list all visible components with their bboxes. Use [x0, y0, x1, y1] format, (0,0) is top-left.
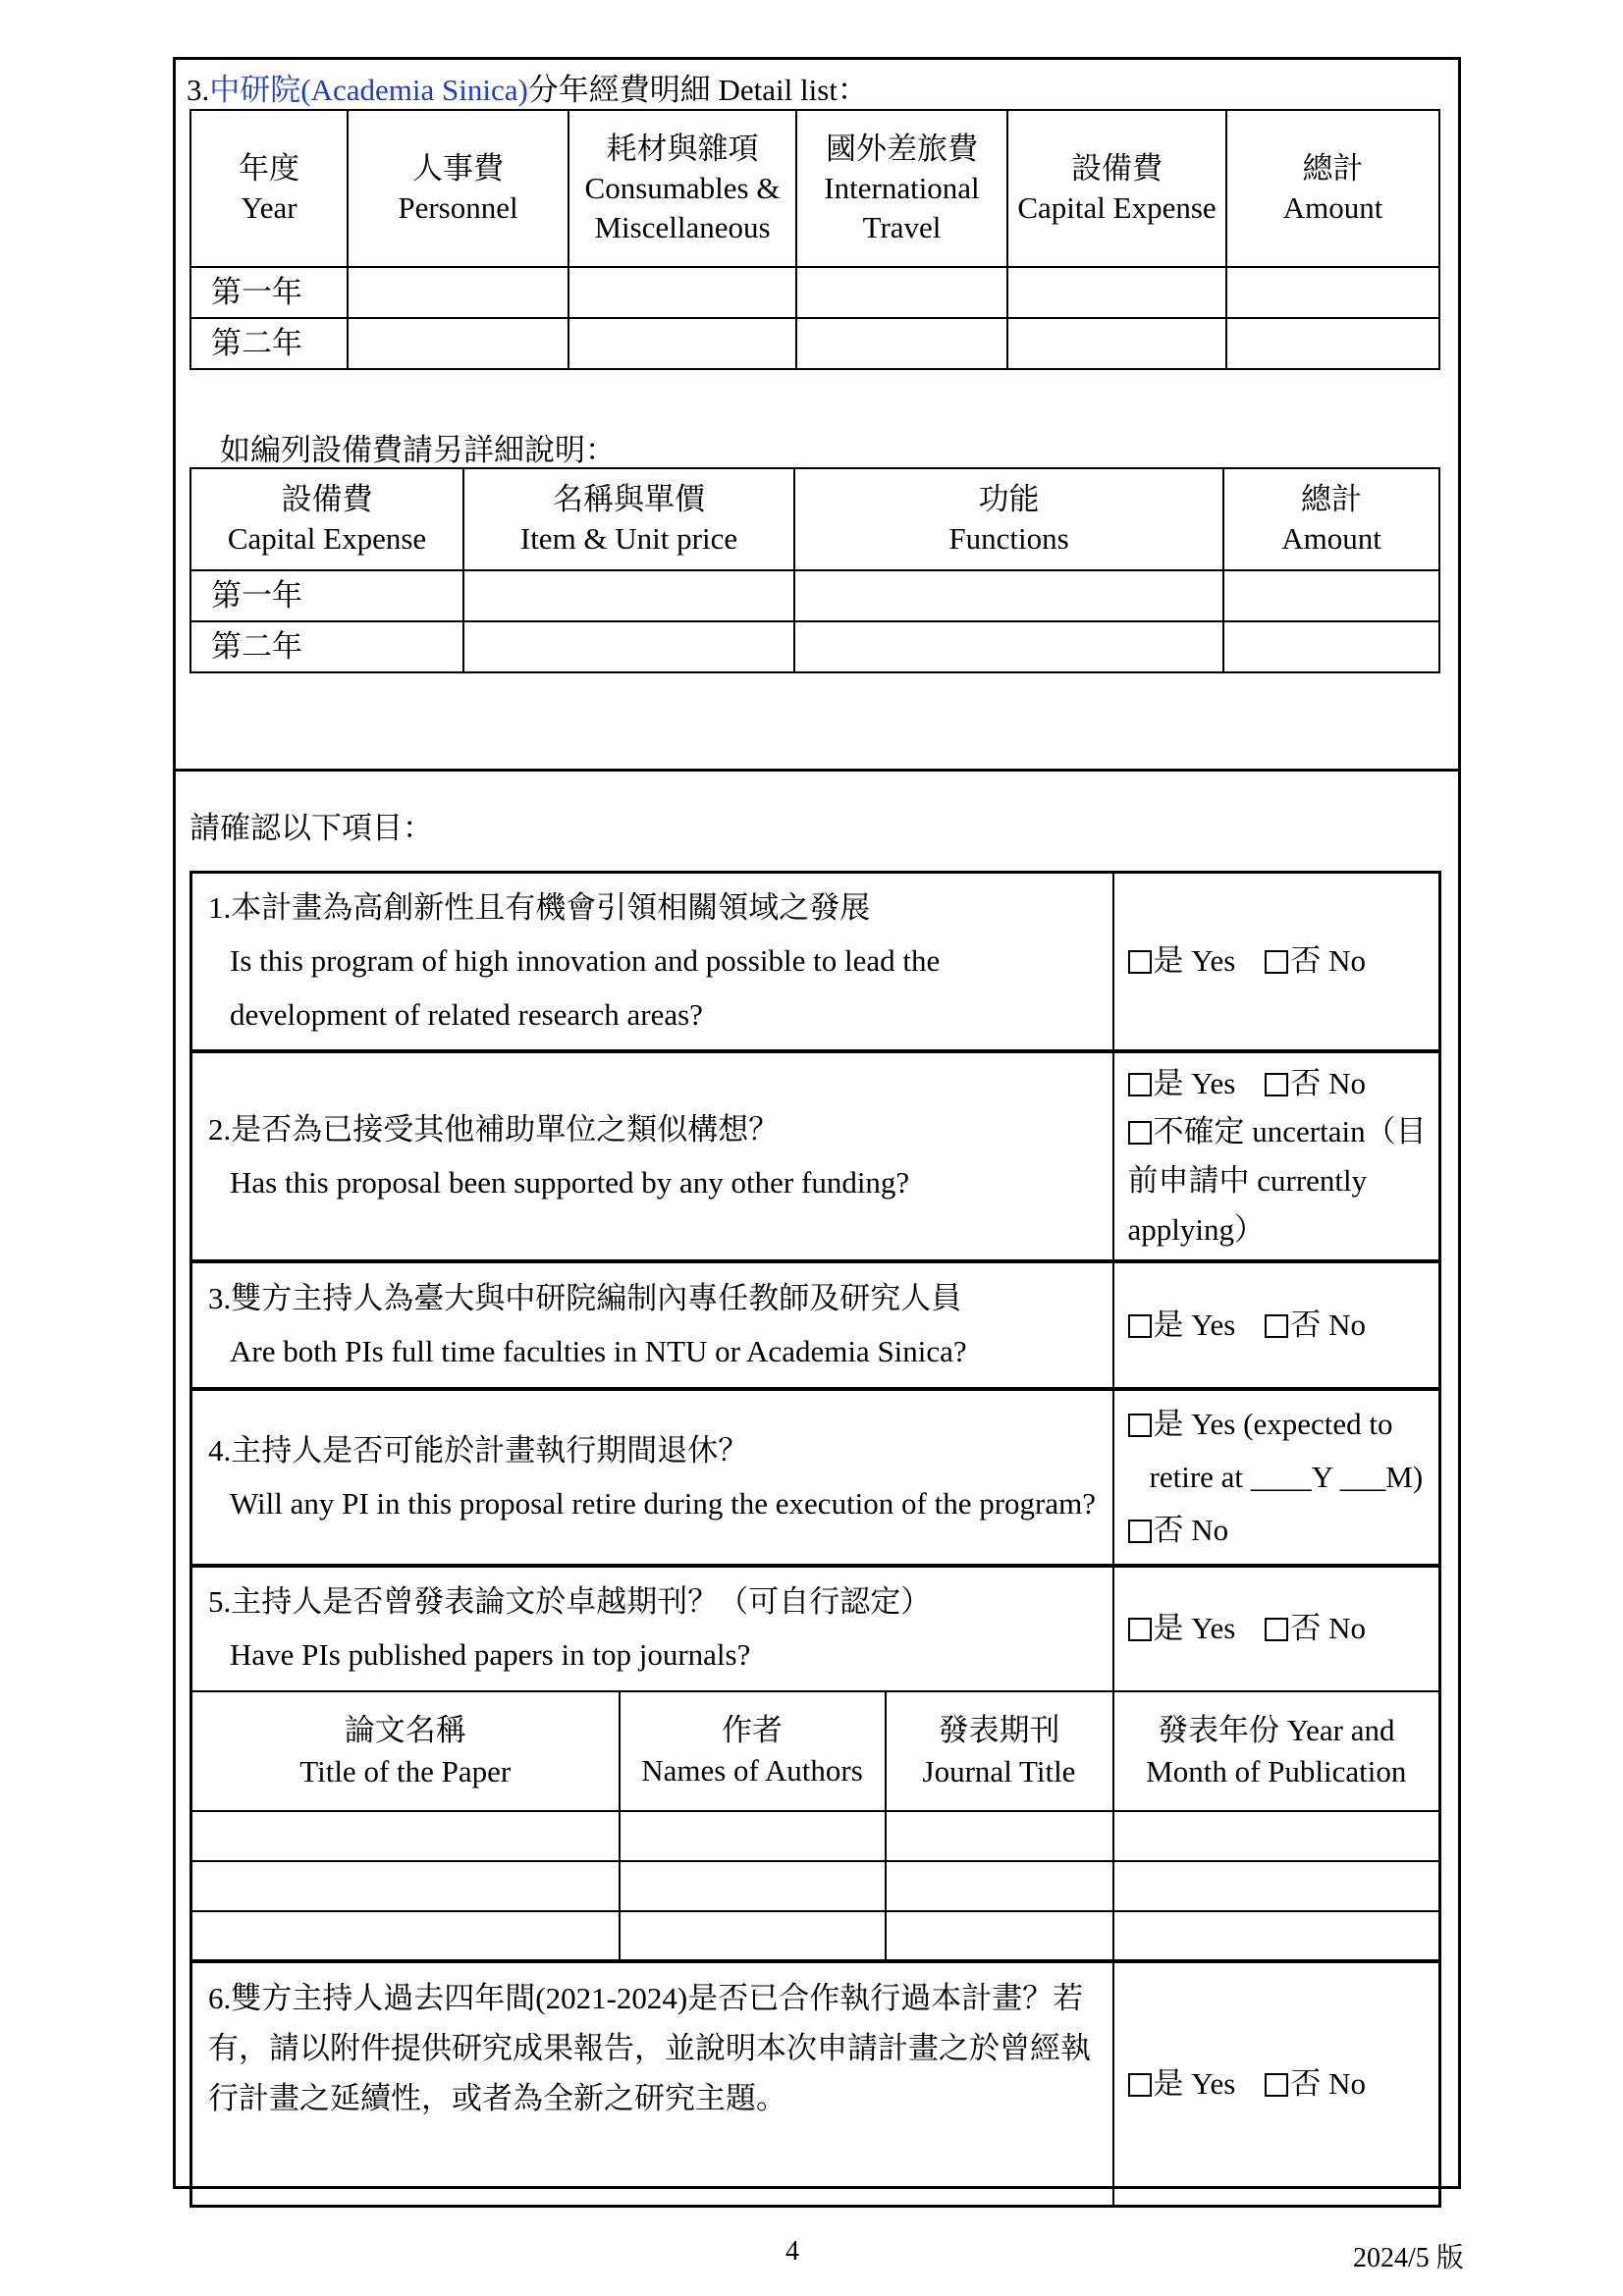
checkbox-uncertain[interactable] [1128, 1121, 1152, 1145]
section-divider [173, 769, 1461, 772]
question-2: 2.是否為已接受其他補助單位之類似構想？ Has this proposal been supported by any other funding? [191, 1051, 1113, 1261]
question-row-4 [191, 1389, 1440, 1566]
paper-cell[interactable] [1113, 1861, 1440, 1911]
question-3: 3.雙方主持人為臺大與中研院編制內專任教師及研究人員 Are both PIs full time faculties in NTU or Academia Sinica? [191, 1261, 1113, 1389]
checkbox-yes[interactable] [1128, 2073, 1152, 2097]
papers-header-row [191, 1691, 1440, 1811]
paper-cell[interactable] [191, 1861, 620, 1911]
paper-cell[interactable] [886, 1861, 1113, 1911]
row-label: 第二年 [190, 318, 348, 369]
questions-table [189, 871, 1441, 2208]
confirm-title: 請確認以下項目： [189, 811, 433, 845]
equipment-note: 如編列設備費請另詳細說明： [220, 433, 616, 467]
budget-cell[interactable] [796, 267, 1007, 318]
paper-cell[interactable] [886, 1811, 1113, 1861]
header-consumables: 耗材與雜項 Consumables & Miscellaneous [568, 110, 796, 267]
question-row-6 [191, 1961, 1440, 2207]
header-publication-date: 發表年份 Year and Month of Publication [1113, 1691, 1440, 1811]
budget-cell[interactable] [1226, 267, 1439, 318]
checkbox-yes[interactable] [1128, 1073, 1152, 1096]
equipment-cell[interactable] [1223, 570, 1439, 621]
answer-5: 是 Yes 否 No [1113, 1566, 1440, 1691]
header-item-price: 名稱與單價 Item & Unit price [463, 468, 794, 570]
paper-cell[interactable] [620, 1811, 886, 1861]
checkbox-yes[interactable] [1128, 1414, 1152, 1437]
header-journal: 發表期刊 Journal Title [886, 1691, 1113, 1811]
budget-cell[interactable] [1007, 318, 1226, 369]
answer-1: 是 Yes 否 No [1113, 873, 1440, 1051]
checkbox-no[interactable] [1265, 2073, 1288, 2097]
budget-cell[interactable] [348, 318, 568, 369]
paper-cell[interactable] [886, 1911, 1113, 1961]
answer-2: 是 Yes 否 No 不確定 uncertain（目前申請中 currently applying） [1113, 1051, 1440, 1261]
question-row-5 [191, 1566, 1440, 1691]
answer-6: 是 Yes 否 No [1113, 1961, 1440, 2207]
table-row [190, 621, 1439, 672]
equipment-cell[interactable] [794, 621, 1223, 672]
question-1: 1.本計畫為高創新性且有機會引領相關領域之發展 Is this program of high innovation and possible to lead the development of related research areas? [191, 873, 1113, 1051]
page-number: 4 [785, 2236, 799, 2267]
paper-cell[interactable] [191, 1911, 620, 1961]
question-row-2 [191, 1051, 1440, 1261]
question-4: 4.主持人是否可能於計畫執行期間退休？ Will any PI in this proposal retire during the execution of the program? [191, 1389, 1113, 1566]
checkbox-no[interactable] [1265, 1073, 1288, 1096]
checkbox-no[interactable] [1128, 1520, 1152, 1543]
table-row [191, 1811, 1440, 1861]
budget-table [189, 109, 1440, 370]
equipment-cell[interactable] [463, 621, 794, 672]
row-label: 第一年 [190, 570, 463, 621]
header-travel: 國外差旅費 International Travel [796, 110, 1007, 267]
table-row [191, 1911, 1440, 1961]
section-title: 3.中研院(Academia Sinica)分年經費明細 Detail list： [187, 73, 868, 107]
table-row [190, 267, 1439, 318]
equipment-cell[interactable] [463, 570, 794, 621]
version-label: 2024/5 版 [1353, 2243, 1464, 2273]
section-title-institution: 中研院(Academia Sinica) [209, 73, 528, 107]
budget-cell[interactable] [568, 318, 796, 369]
answer-4: 是 Yes (expected to retire at ____Y ___M) 否 No [1113, 1389, 1440, 1566]
header-capital: 設備費 Capital Expense [1007, 110, 1226, 267]
paper-cell[interactable] [620, 1861, 886, 1911]
question-5: 5.主持人是否曾發表論文於卓越期刊？（可自行認定） Have PIs published papers in top journals? [191, 1566, 1113, 1691]
checkbox-yes[interactable] [1128, 1314, 1152, 1338]
budget-cell[interactable] [1007, 267, 1226, 318]
checkbox-no[interactable] [1265, 1618, 1288, 1641]
equipment-cell[interactable] [1223, 621, 1439, 672]
paper-cell[interactable] [1113, 1811, 1440, 1861]
paper-cell[interactable] [191, 1811, 620, 1861]
table-row [190, 318, 1439, 369]
answer-3: 是 Yes 否 No [1113, 1261, 1440, 1389]
checkbox-no[interactable] [1265, 1314, 1288, 1338]
question-6: 6.雙方主持人過去四年間(2021-2024)是否已合作執行過本計畫？若有，請以附件提供研究成果報告，並說明本次申請計畫之於曾經執行計畫之延續性，或者為全新之研究主題。 [191, 1961, 1113, 2207]
header-year: 年度 Year [190, 110, 348, 267]
equipment-cell[interactable] [794, 570, 1223, 621]
budget-cell[interactable] [1226, 318, 1439, 369]
checkbox-yes[interactable] [1128, 950, 1152, 974]
row-label: 第一年 [190, 267, 348, 318]
table-row [191, 1861, 1440, 1911]
paper-cell[interactable] [620, 1911, 886, 1961]
table-row [190, 570, 1439, 621]
header-amount: 總計 Amount [1223, 468, 1439, 570]
header-functions: 功能 Functions [794, 468, 1223, 570]
question-row-3 [191, 1261, 1440, 1389]
header-capital-expense: 設備費 Capital Expense [190, 468, 463, 570]
budget-cell[interactable] [568, 267, 796, 318]
budget-cell[interactable] [348, 267, 568, 318]
paper-cell[interactable] [1113, 1911, 1440, 1961]
checkbox-yes[interactable] [1128, 1618, 1152, 1641]
question-row-1 [191, 873, 1440, 1051]
header-paper-title: 論文名稱 Title of the Paper [191, 1691, 620, 1811]
header-amount: 總計 Amount [1226, 110, 1439, 267]
budget-cell[interactable] [796, 318, 1007, 369]
equipment-table [189, 467, 1440, 673]
row-label: 第二年 [190, 621, 463, 672]
checkbox-no[interactable] [1265, 950, 1288, 974]
header-authors: 作者 Names of Authors [620, 1691, 886, 1811]
header-personnel: 人事費 Personnel [348, 110, 568, 267]
